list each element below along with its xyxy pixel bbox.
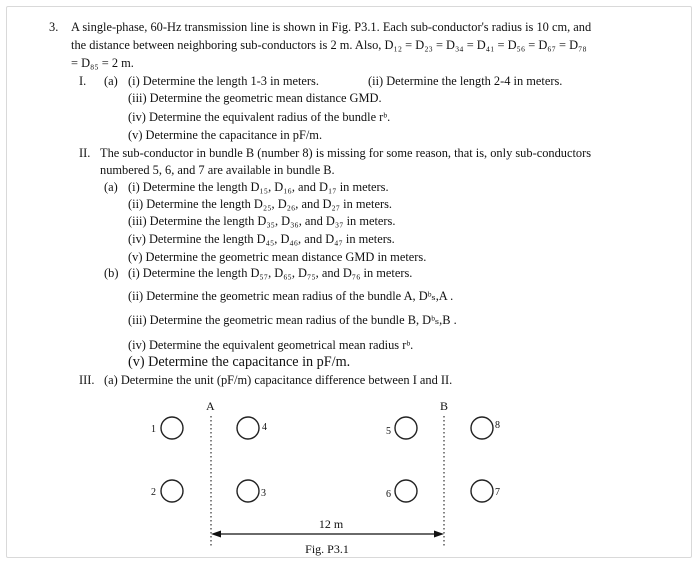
part-ii-b-iii: (iii) Determine the geometric mean radius of the bundle B, Dᵇₛ,B . [128, 313, 457, 327]
conductor-3-label: 3 [261, 488, 266, 499]
conductor-8-label: 8 [495, 420, 500, 431]
conductor-1-label: 1 [151, 424, 156, 435]
conductor-7 [471, 480, 493, 502]
intro-line-3: = D₈₅ = 2 m. [71, 56, 134, 70]
part-i-a-label: (a) [104, 74, 118, 88]
conductor-3 [237, 480, 259, 502]
conductor-7-label: 7 [495, 487, 500, 498]
part-ii-b-ii: (ii) Determine the geometric mean radius of the bundle A, Dᵇₛ,A . [128, 289, 454, 303]
part-ii-a-iv: (iv) Determine the length D₄₅, D₄₆, and D₄₇ in meters. [128, 232, 395, 246]
problem-number: 3. [49, 20, 59, 34]
intro-line-2: the distance between neighboring sub-conductors is 2 m. Also, D₁₂ = D₂₃ = D₃₄ = D₄₁ = D₅₆ = D₆₇ = D₇₈ [71, 38, 587, 52]
span-label: 12 m [318, 517, 344, 531]
part-i-a-ii: (ii) Determine the length 2-4 in meters. [368, 74, 563, 88]
part-i-a-iv: (iv) Determine the equivalent radius of the bundle rᵇ. [128, 110, 391, 124]
conductor-8 [471, 417, 493, 439]
conductor-2-label: 2 [151, 487, 156, 498]
part-i-a-i: (i) Determine the length 1-3 in meters. [128, 74, 319, 88]
part-ii-roman: II. [79, 146, 91, 160]
part-ii-a-iii: (iii) Determine the length D₃₅, D₃₆, and D₃₇ in meters. [128, 214, 396, 228]
bundle-a-label: A [206, 399, 215, 413]
conductor-4 [237, 417, 259, 439]
part-ii-a-ii: (ii) Determine the length D₂₅, D₂₆, and D₂₇ in meters. [128, 197, 393, 211]
bundle-b-label: B [440, 399, 449, 413]
part-ii-b-iv: (iv) Determine the equivalent geometrical mean radius rᵇ. [128, 338, 414, 352]
figure-caption: Fig. P3.1 [305, 542, 349, 556]
part-ii-a-v: (v) Determine the geometric mean distance GMD in meters. [128, 250, 427, 264]
part-ii-a-label: (a) [104, 180, 118, 194]
conductor-4-label: 4 [262, 422, 267, 433]
part-ii-intro-1: The sub-conductor in bundle B (number 8) is missing for some reason, that is, only sub-conductors [100, 146, 592, 160]
conductor-6 [395, 480, 417, 502]
part-ii-b-label: (b) [104, 266, 119, 280]
part-i-a-iii: (iii) Determine the geometric mean distance GMD. [128, 91, 382, 105]
part-ii-intro-2: numbered 5, 6, and 7 are available in bundle B. [100, 163, 335, 177]
part-ii-b-v: (v) Determine the capacitance in pF/m. [128, 354, 351, 370]
conductor-5-label: 5 [386, 426, 391, 437]
part-iii-roman: III. [79, 373, 95, 387]
dimension-arrow-left [211, 531, 221, 538]
part-i-a-v: (v) Determine the capacitance in pF/m. [128, 128, 323, 142]
part-ii-a-i: (i) Determine the length D₁₅, D₁₆, and D₁₇ in meters. [128, 180, 389, 194]
part-ii-b-i: (i) Determine the length D₅₇, D₆₅, D₇₅, and D₇₆ in meters. [128, 266, 413, 280]
part-iii-a: (a) Determine the unit (pF/m) capacitance difference between I and II. [104, 373, 453, 387]
intro-line-1: A single-phase, 60-Hz transmission line is shown in Fig. P3.1. Each sub-conductor's radius is 10 cm, and [71, 20, 592, 34]
conductor-1 [161, 417, 183, 439]
conductor-5 [395, 417, 417, 439]
dimension-arrow-right [434, 531, 444, 538]
conductor-6-label: 6 [386, 489, 391, 500]
part-i-roman: I. [79, 74, 87, 88]
conductor-2 [161, 480, 183, 502]
